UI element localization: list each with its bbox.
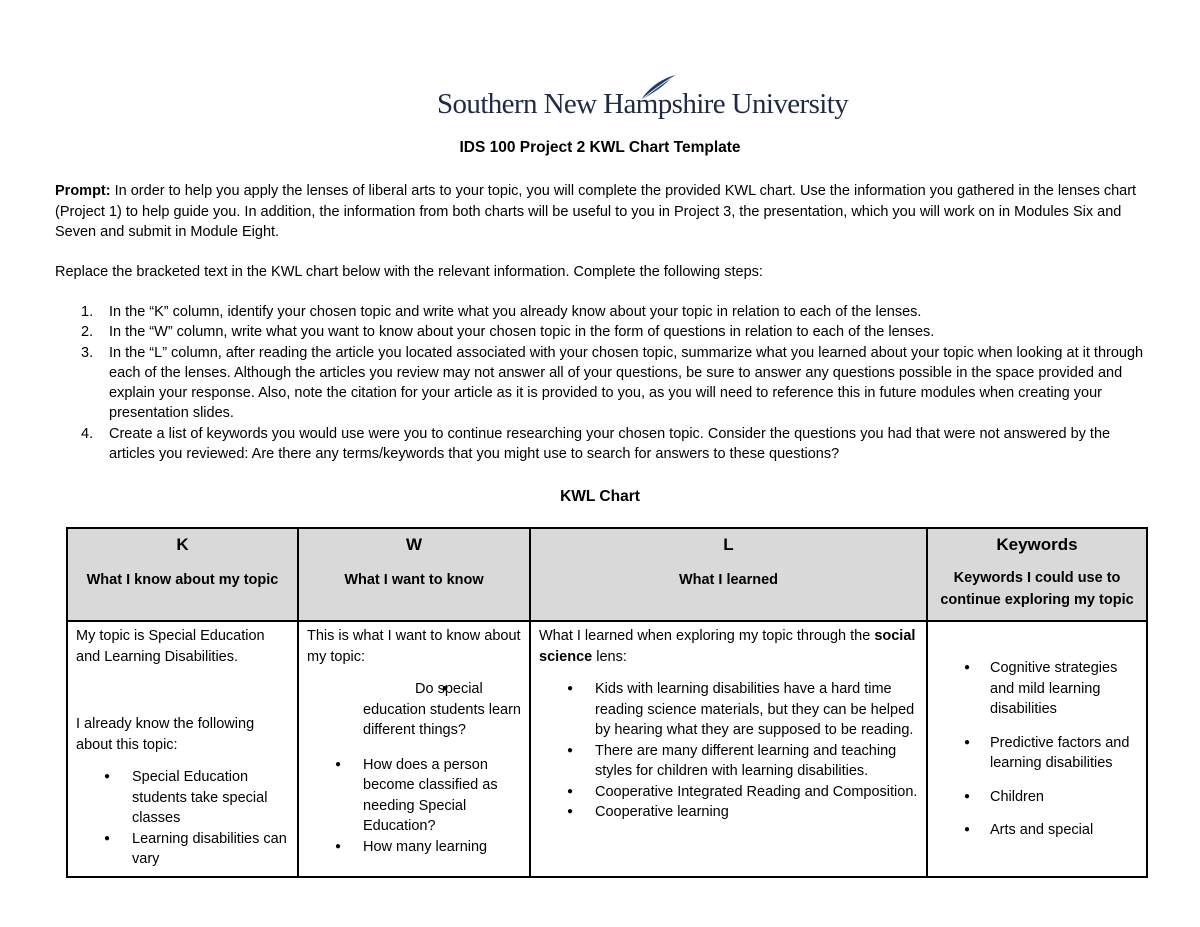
table-row: [67, 621, 1147, 877]
l-list: [539, 679, 918, 823]
k-lead: I already know the following about this topic:: [76, 716, 255, 753]
instructions-paragraph: Replace the bracketed text in the KWL chart below with the relevant information. Complete the following steps:: [55, 264, 763, 280]
kwl-table: [66, 527, 1148, 878]
step-item: 2. In the “W” column, write what you want to know about your chosen topic in the form of questions in relation to each of the lenses.: [81, 324, 935, 341]
header-l: L What I learned: [530, 528, 927, 621]
list-item: ● How does a person become classified as needing Special Education?: [307, 755, 521, 837]
list-item: ● Learning disabilities can vary: [76, 829, 289, 870]
list-item: ● Cognitive strategies and mild learning disabilities: [936, 658, 1138, 720]
cell-keywords: [927, 621, 1147, 877]
step-item: 4. Create a list of keywords you would use were you to continue researching your chosen topic. Consider the questions you had that were not answered by the articles you reviewed: Are there any terms/keywords that you might use to search for answers to these questions?: [81, 425, 1111, 463]
step-item: 3. In the “L” column, after reading the article you located associated with your chosen topic, summarize what you learned about your topic when looking at it through each of the lenses. Although the articles you review may not answer all of your questions, be sure to answer any questions possible in the space provided and explain your response. Also, note the citation for your article as it is provided to you, as you will need to reference this in future modules when creating your presentation slides.: [81, 344, 1144, 422]
prompt-paragraph: [55, 181, 1145, 243]
w-list: [307, 679, 521, 857]
document-title: IDS 100 Project 2 KWL Chart Template: [459, 139, 741, 156]
step-item: 1. In the “K” column, identify your chosen topic and write what you already know about your topic in relation to each of the lenses.: [81, 304, 922, 320]
list-item: ● Kids with learning disabilities have a hard time reading science materials, but they can be helped by hearing what they are supposed to be reading.: [539, 679, 918, 741]
k-intro: My topic is Special Education and Learning Disabilities.: [76, 628, 265, 665]
cell-k: [67, 621, 298, 877]
steps-list: [55, 302, 1145, 464]
table-header-row: [67, 528, 1147, 621]
list-item: ● Cooperative learning: [539, 802, 918, 823]
header-keywords: Keywords Keywords I could use to continue exploring my topic: [927, 528, 1147, 621]
list-item: ● Arts and special: [936, 820, 1138, 841]
k-list: [76, 767, 289, 870]
cell-l: [530, 621, 927, 877]
list-item: ● There are many different learning and teaching styles for children with learning disabilities.: [539, 741, 918, 782]
l-intro: What I learned when exploring my topic through the social science lens:: [539, 628, 916, 665]
list-item: ● Special Education students take special classes: [76, 767, 289, 829]
list-item: ● How many learning: [307, 837, 521, 858]
l-lens: social science: [539, 628, 916, 665]
list-item: ● Do special education students learn different things?: [307, 679, 521, 741]
cell-w: [298, 621, 530, 877]
header-k: K What I know about my topic: [67, 528, 298, 621]
prompt-label: Prompt:: [55, 183, 111, 199]
list-item: ● Children: [936, 787, 1138, 808]
list-item: ● Cooperative Integrated Reading and Composition.: [539, 782, 918, 803]
logo-wordmark: Southern New Hampshire University: [437, 88, 849, 120]
list-item: ● Predictive factors and learning disabilities: [936, 733, 1138, 774]
header-w: W What I want to know: [298, 528, 530, 621]
feather-icon: [637, 74, 677, 102]
prompt-text: In order to help you apply the lenses of liberal arts to your topic, you will complete the provided KWL chart. Use the information you gathered in the lenses chart (Project 1) to help guide you. In addition, the information from both charts will be useful to you in Project 3, the presentation, which you will work on in Modules Six and Seven and submit in Module Eight.: [55, 183, 1137, 240]
w-intro: This is what I want to know about my topic:: [307, 628, 521, 665]
university-logo: [437, 74, 849, 128]
keywords-list: [936, 658, 1138, 841]
chart-caption: KWL Chart: [560, 488, 640, 505]
